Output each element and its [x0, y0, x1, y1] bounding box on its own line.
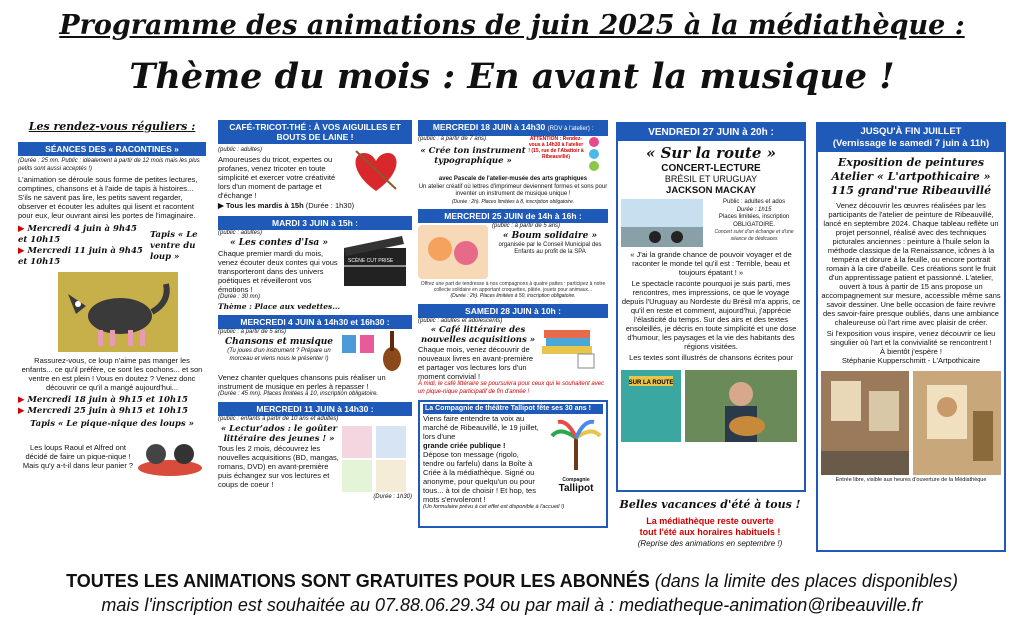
- tricot-bar: CAFÉ-TRICOT-THÉ : À VOS AIGUILLES ET BOUTS DE LAINE !: [218, 120, 412, 144]
- expo-title-3: 115 grand'rue Ribeauvillé: [830, 184, 992, 197]
- column-expo: [816, 122, 1006, 552]
- typo-bar: [418, 120, 608, 136]
- column-regular: Les rendez-vous réguliers : SÉANCES DES « RACONTINES » (Durée : 25 mn. Public : idéalement à partir de 12 mois mais les plus petits sont aussi acceptés !) L'animation se déroule sous forme de petites lectures, comptines, chansons et à l'aide de tapis à histoires... S'ils ne savent pas lire, les petits savent regarder, observer et écouter les adultes qui lisent et racontent pour eux, leur ouvrant ainsi les portes de l'imaginaire. ▶ Mercredi 4 juin à 9h45 et 10h15 ▶ Mercredi 11 juin à 9h45 et 10h15 Tapis « Le ventre du loup » Rassurez-vous, ce loup n'aime pas manger les enfants... ce qu'il préfère, ce sont les cochons... et son ventre en est plein ! Vous en doutez ? Venez donc découvrir ce qu'il a mangé aujourd'hui... ▶ Mercredi 18 juin à 9h15 et 10h15 ▶ Mercredi 25 juin à 9h15 et 10h15 Tapis « Le pique-nique des loups » Les loups Raoul et Alfred ont décidé de faire un pique-nique ! Mais qu'y a-t-il dans leur panier ?: [18, 120, 206, 560]
- picnic-image: [138, 436, 202, 476]
- cafe-title: « Café littéraire des nouvelles acquisitions »: [420, 325, 536, 345]
- chansons-public: (public : à partir de 5 ans): [218, 328, 287, 335]
- clapperboard-image: [340, 230, 408, 288]
- tricot-public: (public : adultes): [218, 147, 263, 153]
- contes-theme: Thème : Place aux vedettes...: [218, 301, 341, 311]
- manga-image: [340, 424, 408, 494]
- contes-dur: (Durée : 30 mn): [218, 294, 261, 300]
- chansons-bar: MERCREDI 4 JUIN à 14h30 et 16h30 :: [218, 315, 412, 329]
- tricot-desc: Amoureuses du tricot, expertes ou profanes, venez tricoter en toute simplicité et exercer votre créativité lors d'un moment de partage et d'échange !: [218, 154, 336, 200]
- lecturados-bar: MERCREDI 11 JUIN à 14h30 :: [218, 402, 412, 416]
- concert-quote: « J'ai la grande chance de pouvoir voyager et de raconter le monde tel qu'il est : Terrible, beau et toujours épatant ! »: [630, 250, 792, 277]
- racontines-desc: L'animation se déroule sous forme de petites lectures, comptines, chansons et à l'aide de tapis à histoires... S'ils ne savent pas lire, les petits savent regarder, observer et écouter les adultes qui lisent et racontent pour eux, leur ouvrant ainsi les portes de l'imaginaire.: [18, 175, 198, 220]
- concert-public: Public : adultes et ados: [723, 199, 786, 205]
- tallipot-desc2: Dépose ton message (rigolo, tendre ou farfelu) dans la Boîte à Criée à la médiathèque. Signé ou anonyme, pour quelqu'un ou pour tous... à toi de choisir ! Et hop, tes mots s'envoleront !: [423, 450, 536, 504]
- expo-title-2: Atelier « L'artpothicaire »: [831, 170, 991, 183]
- dates-block-1: ▶ Mercredi 4 juin à 9h45 et 10h15 ▶ Mercredi 11 juin à 9h45 et 10h15 Tapis « Le ventre du loup »: [18, 224, 206, 268]
- chansons-sub: (Tu joues d'un instrument ? Prépare un morceau et viens nous le présenter !): [227, 348, 331, 362]
- atelier-image-1: [821, 371, 909, 475]
- expo-desc: Venez découvrir les œuvres réalisées par les participants de l'atelier de peinture de Ribeauvillé, lancé en septembre 2024. Chaque tableau reflète un projet personnel, réalisé avec des techniques picturales anciennes : peinture à l'huile selon la méthode classique de la Renaissance, icônes à la tempéra et dorure à la feuille, ou encore portrait romain à la cire d'abeille. Ces créations sont le fruit d'un apprentissage patient et passionné. L'atelier, ouvert à tous à partir de 15 ans propose un accompagnement sur mesure, accessible même sans savoir dessiner. Une belle occasion de faire revivre des savoir-faire presque oubliés, dans une ambiance chaleureuse où l'art rime avec plaisir de créer.: [821, 201, 1001, 327]
- footer-line-2: mais l'inscription est souhaitée au 07.88.06.29.34 ou par mail à : mediatheque-animation@ribeauville.fr: [101, 595, 923, 615]
- tallipot-logo-1: Compagnie: [562, 477, 590, 483]
- chansons-desc: Venez chanter quelques chansons puis réaliser un instrument de musique en perles à repasser !: [218, 372, 386, 391]
- lecturados-dur: (Durée : 1h30): [373, 493, 412, 500]
- yarn-heart-image: [346, 147, 406, 193]
- tricot-dur: (Durée : 1h30): [305, 200, 355, 210]
- concert-note: Concert suivi d'un échange et d'une séance de dédicaces: [714, 229, 794, 242]
- chansons-dur: (Durée : 45 mn). Places limitées à 10, inscription obligatoire.: [218, 390, 379, 397]
- expo-desc2: Si l'exposition vous inspire, venez découvrir ce lieu singulier où l'art et la convivialité se rencontrent !: [826, 329, 996, 347]
- expo-bar: [818, 124, 1004, 152]
- expo-bar-2: (Vernissage le samedi 7 juin à 11h): [832, 138, 990, 149]
- tallipot-head: La Compagnie de théâtre Tallipot fête ses 30 ans !: [423, 404, 603, 414]
- page-title: Programme des animations de juin 2025 à la médiathèque :: [59, 10, 965, 41]
- concert-sub3: JACKSON MACKAY: [666, 185, 756, 196]
- instruments-image: [340, 329, 408, 373]
- tallipot-desc: Viens faire entendre ta voix au marché de Ribeauvillé, le 19 juillet, lors d'une: [423, 414, 539, 441]
- footer-bold: TOUTES LES ANIMATIONS SONT GRATUITES POUR LES ABONNÉS: [66, 571, 650, 591]
- lecturados-title: « Lectur'ados : le goûter littéraire des jeunes ! »: [220, 423, 338, 444]
- footer-limit: (dans la limite des places disponibles): [654, 571, 958, 591]
- concert-sub2: BRÉSIL ET URUGUAY: [664, 174, 758, 184]
- expo-title-1: Exposition de peintures: [837, 156, 985, 169]
- racontines-bar: SÉANCES DES « RACONTINES »: [18, 142, 206, 156]
- typo-attention: ATTENTION : Rendez-vous à 14h30 à l'atelier ! (15, rue de l'Abattoir à Ribeauvillé): [528, 136, 584, 160]
- open-line-2: tout l'été aux horaires habituels !: [639, 527, 781, 537]
- letters-image: [584, 136, 604, 176]
- tallipot-logo: [550, 418, 602, 494]
- cafe-bar: SAMEDI 28 JUIN à 10h :: [418, 304, 608, 318]
- typo-public: (public : à partir de 7 ans): [418, 136, 487, 142]
- book-cover-image: [621, 370, 681, 442]
- page-subtitle: Thème du mois : En avant la musique !: [129, 56, 895, 97]
- expo-foot: Entrée libre, visible aux heures d'ouverture de la Médiathèque: [835, 477, 987, 483]
- contes-desc: Chaque premier mardi du mois, venez écouter deux contes qui vous transporteront dans des univers poétiques et réveilleront vos émotions !: [218, 249, 338, 294]
- expo-bar-1: JUSQU'À FIN JUILLET: [860, 126, 962, 137]
- concert-p3: Les textes sont illustrés de chansons écrites pour: [629, 353, 793, 362]
- date-item: Mercredi 4 juin à 9h45 et 10h15: [18, 224, 137, 245]
- boum-desc: Offrez une part de tendresse à nos compagnons à quatre pattes : participez à notre collecte solidaire en apportant croquettes, pâtée, jouets pour animaux...: [420, 281, 606, 293]
- lecturados-public: (public : enfants à partir de 10 ans et adultes): [218, 416, 339, 422]
- palm-tree-icon: [550, 418, 602, 472]
- contes-title: « Les contes d'Isa »: [229, 238, 329, 248]
- tallipot-logo-2: Tallipot: [558, 483, 594, 494]
- boum-dur: (Durée : 2h). Places limitées à 50, inscription obligatoire.: [450, 293, 576, 299]
- guitarist-image: [685, 370, 797, 442]
- tapis-label-1: Tapis « Le ventre du loup »: [150, 229, 198, 262]
- cafe-desc: Chaque mois, venez découvrir de nouveaux livres en avant-première et partager vos lectures lors d'un moment convivial !: [418, 345, 534, 381]
- contes-public: (public : adultes): [218, 229, 263, 236]
- typo-bar-small: (RDV à l'atelier) :: [547, 126, 594, 132]
- boum-bar: MERCREDI 25 JUIN de 14h à 16h :: [418, 209, 608, 223]
- picnic-story: Les loups Raoul et Alfred ont décidé de faire un pique-nique ! Mais qu'y a-t-il dans leur panier ?: [22, 442, 134, 470]
- tallipot-note: (Un formulaire prévu à cet effet est disponible à l'accueil !): [423, 504, 565, 510]
- boum-image: [418, 223, 488, 281]
- date-item: Mercredi 25 juin à 9h15 et 10h15: [27, 406, 188, 416]
- vacances-title: Belles vacances d'été à tous !: [619, 498, 801, 511]
- concert-title: « Sur la route »: [646, 144, 776, 162]
- concert-places: Places limitées, inscription OBLIGATOIRE.: [718, 214, 790, 228]
- tricot-when: Tous les mardis à 15h: [225, 200, 304, 210]
- boum-title: « Boum solidaire »: [502, 230, 598, 241]
- cafe-note: À midi, le café littéraire se poursuivra pour ceux qui le souhaitent avec un pique-nique participatif de fin d'année !: [418, 381, 605, 395]
- footer-line-1: [0, 570, 1024, 592]
- concert-p2: Le spectacle raconte pourquoi je suis parti, mes rencontres, mes impressions, ce que le voyage depuis l'Uruguay au Nordeste du Brésil m'a appris, ce qu'il en reste et comment, aujourd'hui, j'apprécie l'élasticité du temps. Sur des airs et des textes ensoleillés, je décris en toute simplicité et une dose d'humour, les paysages et la vie des habitants des régions visitées.: [621, 279, 801, 351]
- book-title: SUR LA ROUTE: [628, 380, 674, 386]
- expo-sign-2: Stéphanie Kupperschmitt - L'Artpothicaire: [841, 356, 981, 365]
- boum-org: organisée par le Conseil Municipal des Enfants au profit de la SPA: [498, 241, 602, 255]
- lecturados-desc: Tous les 2 mois, découvrez les nouvelles acquisitions (BD, mangas, romans, DVD) en avant-première puis échangez sur vos lectures et coups de coeur !: [218, 443, 339, 489]
- tapis-label-2: Tapis « Le pique-nique des loups »: [30, 419, 194, 429]
- concert-sub1: CONCERT-LECTURE: [661, 163, 761, 174]
- moto-image: [621, 199, 703, 247]
- boum-public: (public : à partir de 5 ans): [492, 223, 561, 229]
- typo-desc: Un atelier créatif où lettres d'imprimeur deviennent formes et sons pour inventer un instrument de musique unique !: [418, 183, 608, 197]
- typo-dur: (Durée : 2h). Places limitées à 8, inscription obligatoire.: [451, 198, 575, 205]
- tallipot-strong: grande criée publique !: [423, 441, 506, 450]
- expo-sign-1: À bientôt j'espère !: [880, 347, 942, 356]
- chansons-title: Chansons et musique: [224, 337, 334, 347]
- typo-bar-main: MERCREDI 18 JUIN à 14h30: [432, 122, 546, 132]
- concert-bar: VENDREDI 27 JUIN à 20h :: [618, 124, 804, 141]
- atelier-image-2: [913, 371, 1001, 475]
- date-item: Mercredi 11 juin à 9h45 et 10h15: [18, 246, 143, 267]
- column-concert: [616, 122, 806, 492]
- column-2: CAFÉ-TRICOT-THÉ : À VOS AIGUILLES ET BOUTS DE LAINE ! (public : adultes) Amoureuses du tricot, expertes ou profanes, venez tricoter en toute simplicité et exercer votre créativité lors d'un moment de partage et d'échange ! ▶ Tous les mardis à 15h (Durée : 1h30) MARDI 3 JUIN à 15h : (public : adultes) « Les contes d'Isa » Chaque premier mardi du mois, venez écouter deux contes qui vous transporteront dans des univers poétiques et réveilleront vos émotions ! (Durée : 30 mn) SCÈNE CUT PRISE Thème : Place aux vedettes... MERCREDI 4 JUIN à 14h30 et 16h30 : (public : à partir de 5 ans) Chansons et musique (Tu joues d'un instrument ? Prépare un morceau et viens nous le présenter !) Venez chanter quelques chansons puis réaliser un instrument de musique en perles à repasser ! (Durée : 45 mn). Places limitées à 10, inscription obligatoire. MERCREDI 11 JUIN à 14h30 : (public : enfants à partir de 10 ans et adultes) « Lectur'ados : le goûter littéraire des jeunes ! » Tous les 2 mois, découvrez les nouvelles acquisitions (BD, mangas, romans, DVD) en avant-première puis échangez sur vos lectures et coups de coeur ! (Durée : 1h30): [218, 122, 412, 500]
- date-item: Mercredi 18 juin à 9h15 et 10h15: [27, 395, 188, 405]
- clap-text: SCÈNE CUT PRISE: [348, 257, 394, 264]
- wolf-story: Rassurez-vous, ce loup n'aime pas manger les enfants... ce qu'il préfère, ce sont les cochons... et son ventre en est plein ! Vous en doutez ? Venez donc découvrir ce qu'il a mangé aujourd'hui...: [21, 356, 203, 392]
- tallipot-box: [418, 400, 608, 528]
- column-3: [418, 120, 608, 560]
- open-line-1: La médiathèque reste ouverte: [646, 516, 774, 526]
- contes-bar: MARDI 3 JUIN à 15h :: [218, 216, 412, 230]
- books-coffee-image: [538, 318, 604, 370]
- racontines-duration: (Durée : 25 mn. Public : idéalement à partir de 12 mois mais les plus petits sont aussi acceptés !): [18, 158, 200, 172]
- reprise-text: (Reprise des animations en septembre !): [637, 539, 783, 548]
- regular-heading: Les rendez-vous réguliers :: [28, 120, 196, 133]
- cafe-public: (public : adultes et adolescents): [418, 317, 503, 324]
- concert-dur: Durée : 1h15: [736, 206, 772, 213]
- wolf-image: [58, 272, 178, 352]
- typo-with: avec Pascale de l'atelier-musée des arts graphiques: [438, 176, 588, 182]
- typo-title: « Crée ton instrument typographique »: [420, 145, 526, 166]
